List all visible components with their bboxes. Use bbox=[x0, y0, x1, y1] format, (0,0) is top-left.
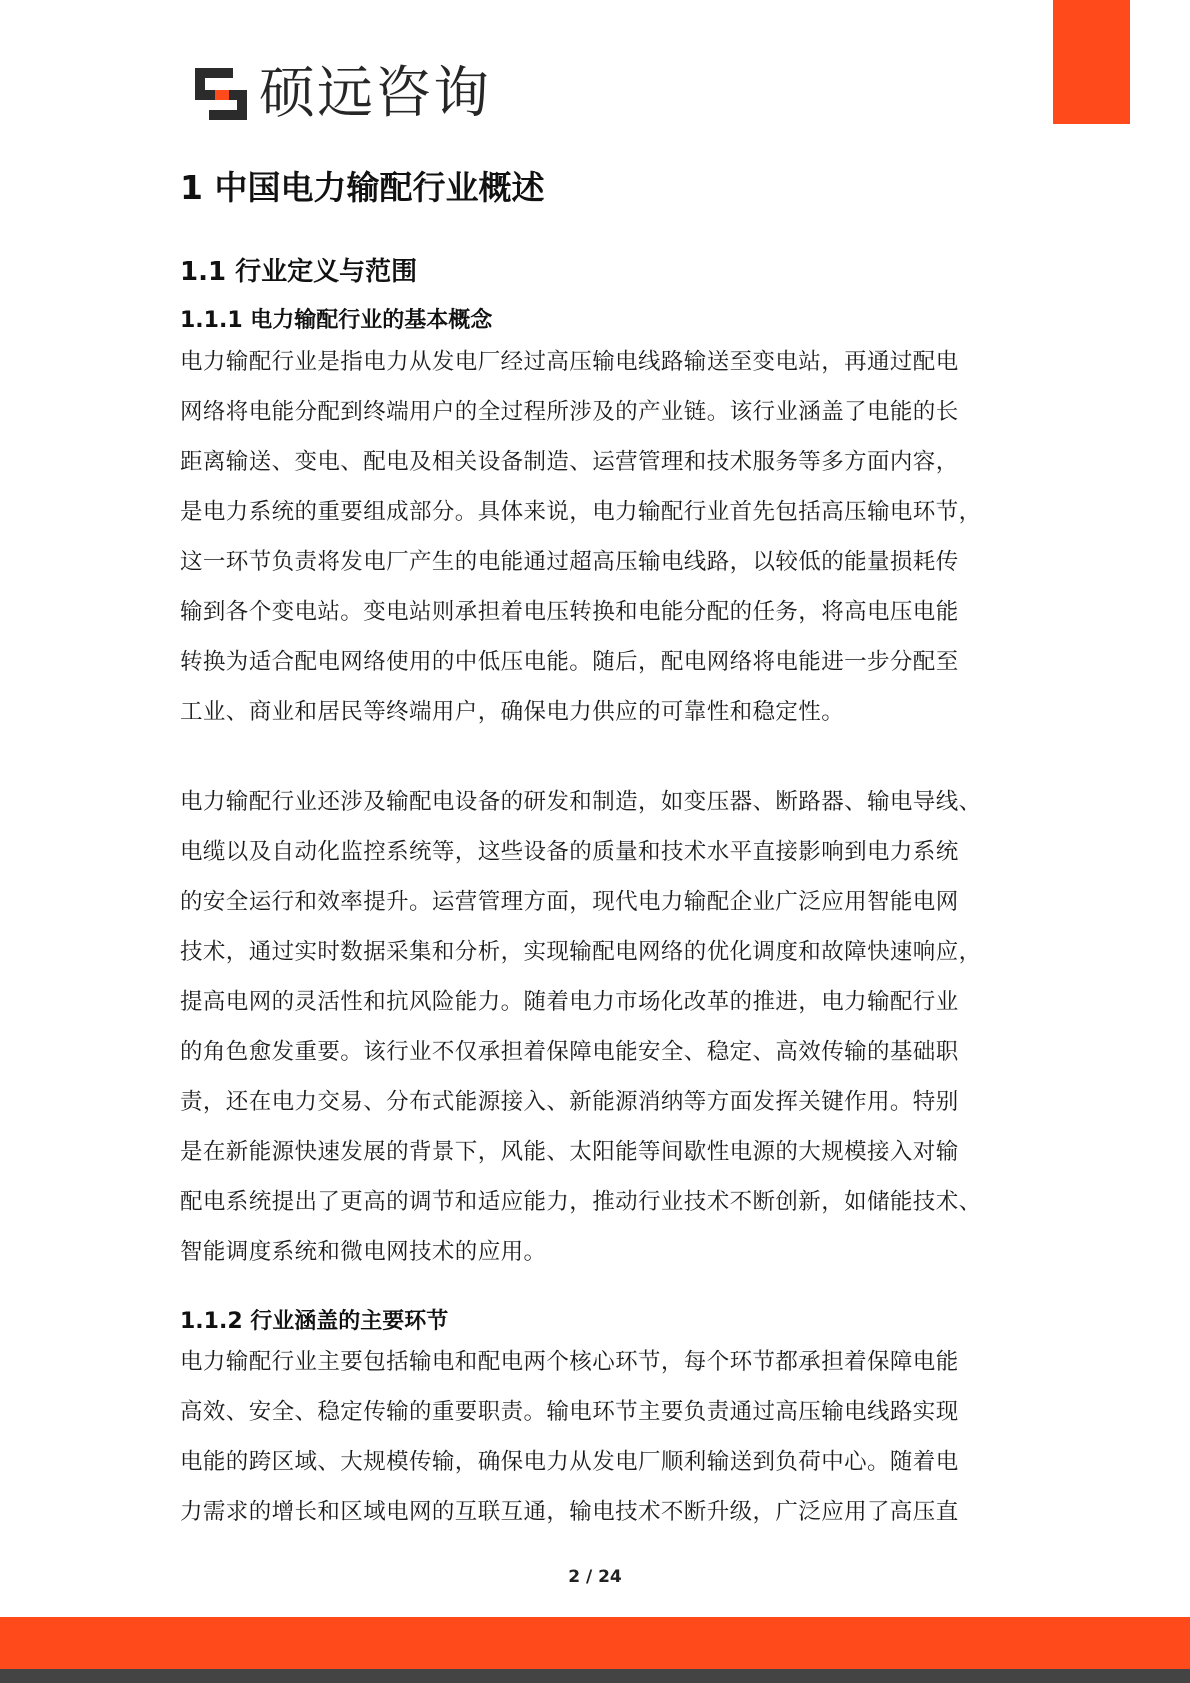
paragraph-line: 提高电网的灵活性和抗风险能力。随着电力市场化改革的推进，电力输配行业 bbox=[180, 989, 959, 1015]
paragraph-line: 力需求的增长和区域电网的互联互通，输电技术不断升级，广泛应用了高压直 bbox=[180, 1499, 959, 1525]
logo-text: 硕远咨询 bbox=[259, 61, 491, 126]
paragraph-line: 的角色愈发重要。该行业不仅承担着保障电能安全、稳定、高效传输的基础职 bbox=[180, 1039, 959, 1065]
paragraph-line: 责，还在电力交易、分布式能源接入、新能源消纳等方面发挥关键作用。特别 bbox=[180, 1089, 959, 1115]
paragraph-line: 这一环节负责将发电厂产生的电能通过超高压输电线路，以较低的能量损耗传 bbox=[180, 549, 959, 575]
footer-dark-strip bbox=[0, 1669, 1190, 1683]
paragraph-equipment-and-operations bbox=[180, 777, 982, 1277]
paragraph-line: 的安全运行和效率提升。运营管理方面，现代电力输配企业广泛应用智能电网 bbox=[180, 889, 959, 915]
paragraph-line: 电缆以及自动化监控系统等，这些设备的质量和技术水平直接影响到电力系统 bbox=[180, 839, 959, 865]
paragraph-line: 配电系统提出了更高的调节和适应能力，推动行业技术不断创新，如储能技术、 bbox=[180, 1189, 982, 1215]
paragraph-line: 工业、商业和居民等终端用户，确保电力供应的可靠性和稳定性。 bbox=[180, 699, 845, 725]
paragraph-line: 电力输配行业是指电力从发电厂经过高压输电线路输送至变电站，再通过配电 bbox=[180, 349, 959, 375]
subsection-heading-basic-concept: 1.1.1 电力输配行业的基本概念 bbox=[180, 308, 493, 333]
paragraph-line: 电力输配行业还涉及输配电设备的研发和制造，如变压器、断路器、输电导线、 bbox=[180, 789, 982, 815]
paragraph-line: 网络将电能分配到终端用户的全过程所涉及的产业链。该行业涵盖了电能的长 bbox=[180, 399, 959, 425]
chapter-heading: 1 中国电力输配行业概述 bbox=[180, 168, 545, 207]
paragraph-line: 是在新能源快速发展的背景下，风能、太阳能等间歇性电源的大规模接入对输 bbox=[180, 1139, 959, 1165]
section-heading: 1.1 行业定义与范围 bbox=[180, 257, 418, 287]
paragraph-main-links bbox=[180, 1337, 959, 1537]
corner-accent-block bbox=[1053, 0, 1130, 124]
paragraph-line: 转换为适合配电网络使用的中低压电能。随后，配电网络将电能进一步分配至 bbox=[180, 649, 959, 675]
paragraph-line: 技术，通过实时数据采集和分析，实现输配电网络的优化调度和故障快速响应， bbox=[180, 939, 982, 965]
brand-mark-icon bbox=[193, 66, 249, 122]
paragraph-line: 高效、安全、稳定传输的重要职责。输电环节主要负责通过高压输电线路实现 bbox=[180, 1399, 959, 1425]
paragraph-line: 是电力系统的重要组成部分。具体来说，电力输配行业首先包括高压输电环节， bbox=[180, 499, 982, 525]
paragraph-line: 电能的跨区域、大规模传输，确保电力从发电厂顺利输送到负荷中心。随着电 bbox=[180, 1449, 959, 1475]
page-number: 2 / 24 bbox=[568, 1567, 622, 1587]
paragraph-line: 输到各个变电站。变电站则承担着电压转换和电能分配的任务，将高电压电能 bbox=[180, 599, 959, 625]
paragraph-line: 智能调度系统和微电网技术的应用。 bbox=[180, 1239, 547, 1265]
brand-logo bbox=[193, 62, 491, 126]
paragraph-basic-concept bbox=[180, 337, 982, 737]
paragraph-line: 电力输配行业主要包括输电和配电两个核心环节，每个环节都承担着保障电能 bbox=[180, 1349, 959, 1375]
subsection-heading-main-links: 1.1.2 行业涵盖的主要环节 bbox=[180, 1309, 449, 1334]
paragraph-line: 距离输送、变电、配电及相关设备制造、运营管理和技术服务等多方面内容， bbox=[180, 449, 959, 475]
footer-accent-bar bbox=[0, 1617, 1190, 1669]
